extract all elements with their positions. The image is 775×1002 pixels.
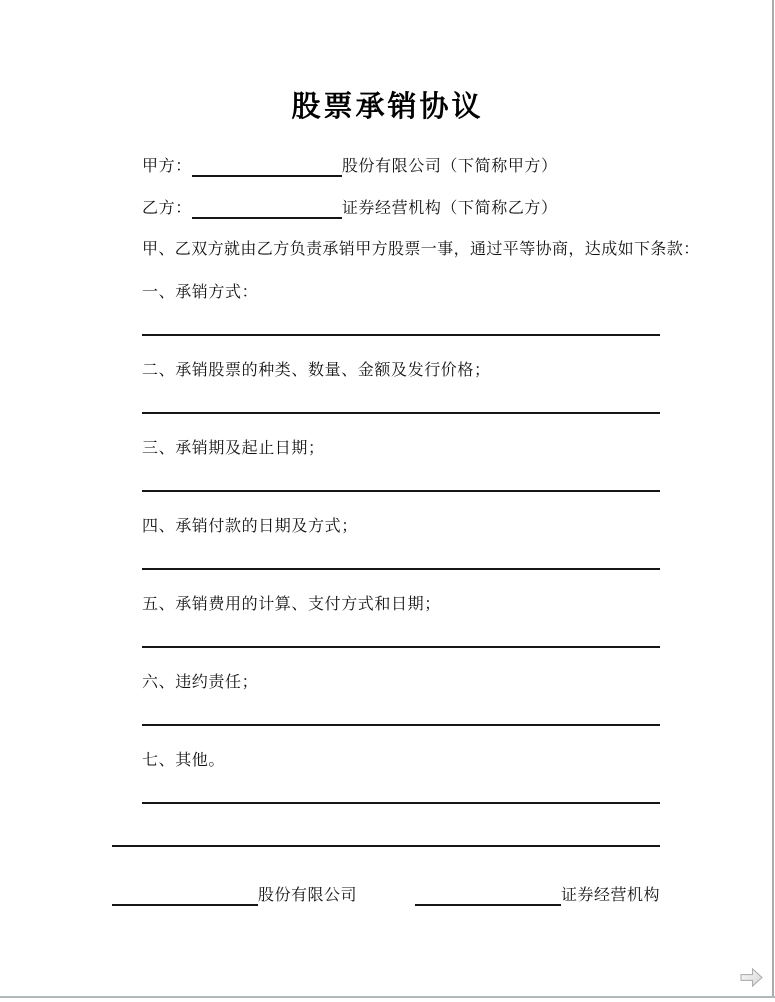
signature-section-divider	[112, 845, 660, 847]
clause-label: 四、承销付款的日期及方式；	[142, 518, 358, 535]
image-frame-right-edge	[772, 0, 774, 996]
party-b-label: 乙方：	[142, 200, 192, 217]
document-body	[142, 0, 700, 906]
clause-label: 一、承销方式：	[142, 284, 259, 301]
clause-item-2	[142, 360, 660, 414]
clause-label: 二、承销股票的种类、数量、金额及发行价格；	[142, 362, 491, 379]
image-frame-bottom-edge	[0, 996, 775, 998]
signature-a-fill-blank	[112, 892, 258, 906]
blank-fill-line	[142, 490, 660, 492]
party-b-suffix: 证券经营机构（下简称乙方）	[341, 200, 558, 217]
party-a-label: 甲方：	[142, 158, 192, 175]
blank-fill-line	[142, 568, 660, 570]
clause-label: 三、承销期及起止日期；	[142, 440, 325, 457]
signature-row	[112, 885, 660, 906]
party-a-suffix: 股份有限公司（下简称甲方）	[341, 158, 558, 175]
clause-label: 七、其他。	[142, 752, 226, 769]
document-title: 股票承销协议	[291, 91, 484, 123]
clause-item-3	[142, 438, 660, 492]
blank-fill-line	[142, 334, 660, 336]
clause-item-4	[142, 516, 660, 570]
party-a-row	[142, 156, 660, 177]
party-b-fill-blank	[192, 205, 342, 219]
blank-fill-line	[142, 802, 660, 804]
next-page-arrow-icon[interactable]	[740, 966, 763, 989]
party-b-row	[142, 198, 660, 219]
clause-label: 六、违约责任；	[142, 674, 259, 691]
clause-label: 五、承销费用的计算、支付方式和日期；	[142, 596, 441, 613]
party-a-fill-blank	[192, 163, 342, 177]
blank-fill-line	[142, 412, 660, 414]
clause-item-5	[142, 594, 660, 648]
clause-item-1	[142, 282, 660, 336]
preamble-text: 甲、乙双方就由乙方负责承销甲方股票一事，通过平等协商，达成如下条款：	[142, 241, 700, 258]
signature-b-suffix: 证券经营机构	[560, 887, 660, 904]
blank-fill-line	[142, 646, 660, 648]
signature-b-fill-blank	[415, 892, 561, 906]
clause-item-6	[142, 672, 660, 726]
clause-item-7	[142, 750, 660, 804]
blank-fill-line	[142, 724, 660, 726]
signature-a-suffix: 股份有限公司	[257, 887, 357, 904]
